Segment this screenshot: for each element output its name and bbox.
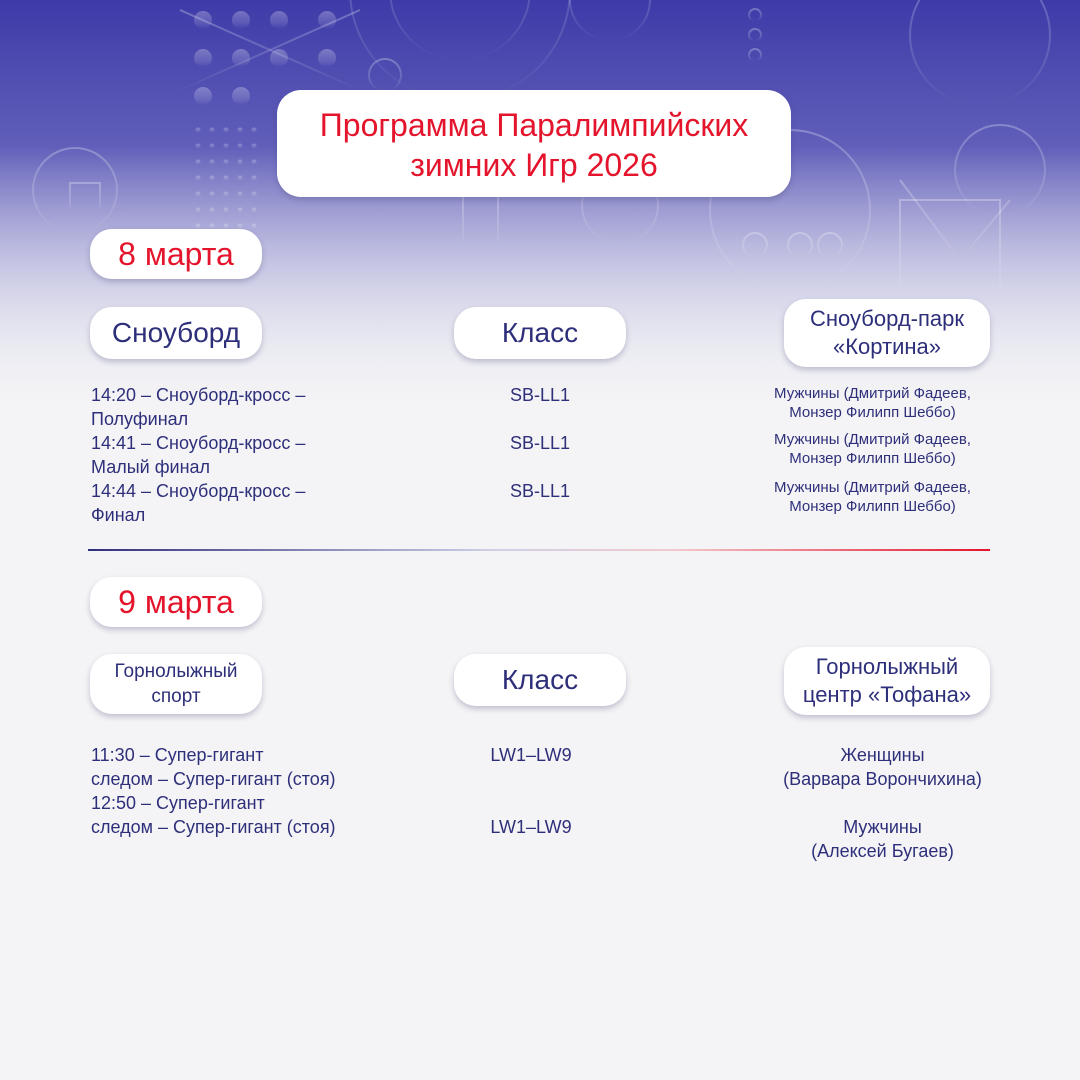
section-divider (88, 549, 990, 551)
event-text: 14:41 – Сноуборд-кросс – Малый финал (91, 433, 306, 477)
class-value: SB-LL1 (509, 385, 571, 405)
athletes-text: Мужчины (Дмитрий Фадеев, Монзер Филипп Шеббо) (774, 479, 971, 515)
event-text: 14:20 – Сноуборд-кросс – Полуфинал (91, 385, 306, 429)
title-line-1: Программа Паралимпийских (319, 106, 749, 143)
sport-header-alpine-skiing: Горнолыжный спорт (90, 654, 262, 714)
athletes-text: Мужчины (Дмитрий Фадеев, Монзер Филипп Шеббо) (774, 385, 971, 421)
class-header-day2: Класс (454, 654, 626, 706)
class-header-day1: Класс (454, 307, 626, 359)
class-value: SB-LL1 (509, 433, 571, 453)
class-value: LW1–LW9 (490, 817, 572, 837)
class-value: SB-LL1 (509, 481, 571, 501)
date-badge-day1: 8 марта (90, 229, 262, 279)
athletes-text: Женщины (Варвара Ворончихина) (783, 745, 982, 789)
class-value: LW1–LW9 (490, 745, 572, 765)
event-text: 12:50 – Супер-гигант следом – Супер-гигант (стоя) (91, 793, 336, 837)
venue-header-cortina: Сноуборд-парк «Кортина» (784, 299, 990, 367)
event-text: 14:44 – Сноуборд-кросс – Финал (91, 481, 306, 525)
page-title (277, 90, 791, 197)
athletes-text: Мужчины (Дмитрий Фадеев, Монзер Филипп Шеббо) (774, 431, 971, 467)
venue-header-tofana: Горнолыжный центр «Тофана» (784, 647, 990, 715)
date-badge-day2: 9 марта (90, 577, 262, 627)
athletes-text: Мужчины (Алексей Бугаев) (811, 817, 954, 861)
title-line-2: зимних Игр 2026 (410, 146, 658, 183)
sport-header-snowboard: Сноуборд (90, 307, 262, 359)
event-text: 11:30 – Супер-гигант следом – Супер-гигант (стоя) (91, 745, 336, 789)
